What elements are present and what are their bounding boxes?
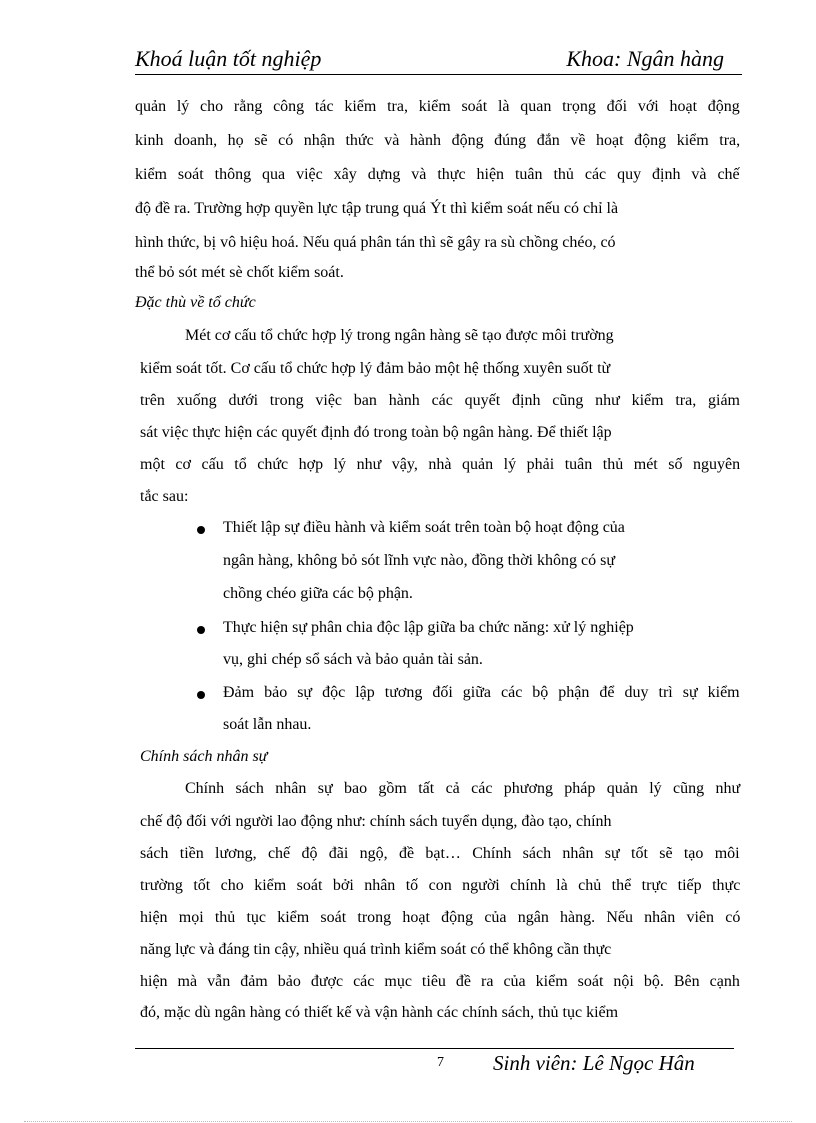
text-line: một cơ cấu tổ chức hợp lý như vậy, nhà quản lý phải tuân thủ mét số nguyên (140, 456, 741, 473)
page-header (135, 44, 742, 75)
text-line: Chính sách nhân sự bao gồm tất cả các phương pháp quản lý cũng như (185, 780, 741, 797)
text-line: tắc sau: (140, 488, 189, 505)
list-item-line: Thiết lập sự điều hành và kiểm soát trên toàn bộ hoạt động của (223, 519, 625, 536)
page-break-divider (24, 1121, 792, 1122)
text-line: thể bỏ sót mét sè chốt kiểm soát. (135, 264, 344, 281)
text-line: hiện mọi thủ tục kiểm soát trong hoạt động của ngân hàng. Nếu nhân viên có (140, 909, 741, 926)
header-thesis-title: Khoá luận tốt nghiệp (135, 46, 322, 71)
list-item-line: Đảm bảo sự độc lập tương đối giữa các bộ phận để duy trì sự kiểm (223, 684, 740, 701)
text-line: sách tiền lương, chế độ đãi ngộ, đề bạt… Chính sách nhân sự tốt sẽ tạo môi (140, 845, 740, 862)
text-line: kiểm soát tốt. Cơ cấu tổ chức hợp lý đảm bảo một hệ thống xuyên suốt từ (140, 360, 611, 377)
text-line: trường tốt cho kiểm soát bởi nhân tố con người chính là chủ thể trực tiếp thực (140, 877, 741, 894)
list-item-line: soát lẫn nhau. (223, 716, 312, 733)
text-line: đó, mặc dù ngân hàng có thiết kế và vận hành các chính sách, thủ tục kiểm (140, 1004, 619, 1021)
list-item-line: vụ, ghi chép sổ sách và bảo quản tài sản. (223, 651, 483, 668)
text-line: năng lực và đáng tin cậy, nhiều quá trình kiểm soát có thể không cần thực (140, 941, 612, 958)
text-line: kiểm soát thông qua việc xây dựng và thực hiện tuân thủ các quy định và chế (135, 166, 740, 183)
header-faculty: Khoa: Ngân hàng (566, 46, 724, 71)
text-line: hiện mà vẫn đảm bảo được các mục tiêu đề ra của kiểm soát nội bộ. Bên cạnh (140, 973, 740, 990)
text-line: quản lý cho rằng công tác kiểm tra, kiểm soát là quan trọng đối với hoạt động (135, 98, 740, 115)
list-item-line: ngân hàng, không bỏ sót lĩnh vực nào, đồng thời không có sự (223, 552, 615, 569)
list-item-line: chồng chéo giữa các bộ phận. (223, 585, 413, 602)
bullet-dot (197, 691, 205, 699)
text-line: trên xuống dưới trong việc ban hành các quyết định cũng như kiểm tra, giám (140, 392, 741, 409)
text-line: Mét cơ cấu tổ chức hợp lý trong ngân hàng sẽ tạo được môi trường (185, 327, 614, 344)
footer-rule (135, 1048, 734, 1049)
section-heading: Đặc thù về tổ chức (135, 294, 256, 311)
page-number: 7 (437, 1055, 444, 1070)
text-line: sát việc thực hiện các quyết định đó trong toàn bộ ngân hàng. Để thiết lập (140, 424, 612, 441)
text-line: hình thức, bị vô hiệu hoá. Nếu quá phân tán thì sẽ gây ra sù chồng chéo, có (135, 234, 616, 251)
footer-student-name: Sinh viên: Lê Ngọc Hân (493, 1051, 695, 1075)
text-line: chế độ đối với người lao động như: chính sách tuyển dụng, đào tạo, chính (140, 813, 612, 830)
list-item-line: Thực hiện sự phân chia độc lập giữa ba chức năng: xử lý nghiệp (223, 619, 634, 636)
bullet-dot (197, 526, 205, 534)
section-heading: Chính sách nhân sự (140, 748, 268, 765)
bullet-dot (197, 626, 205, 634)
text-line: độ đề ra. Trường hợp quyền lực tập trung quá Ýt thì kiểm soát nếu có chỉ là (135, 200, 619, 217)
text-line: kinh doanh, họ sẽ có nhận thức và hành động đúng đắn về hoạt động kiểm tra, (135, 132, 741, 149)
